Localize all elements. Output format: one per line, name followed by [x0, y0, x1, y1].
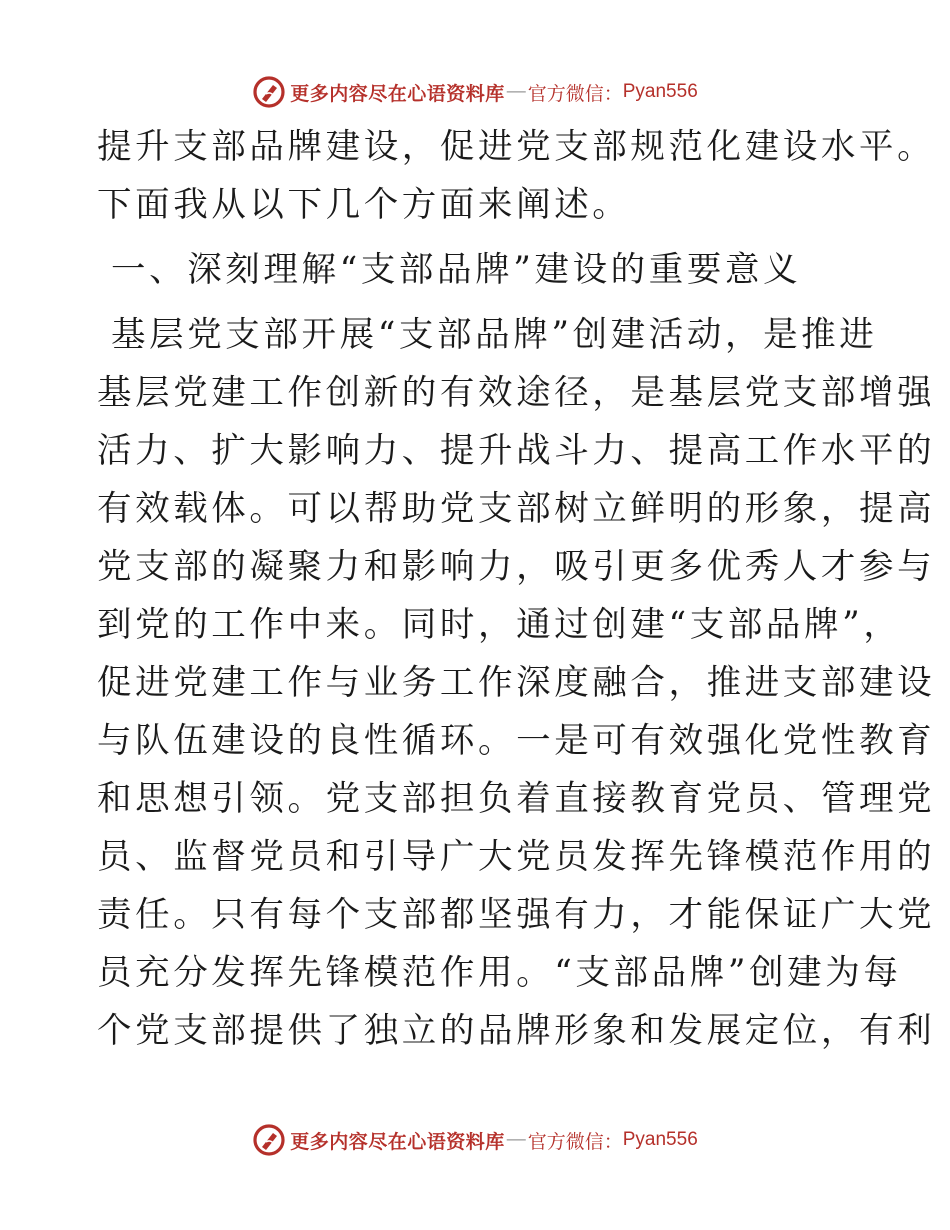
body-line: 基层党支部开展“支部品牌”创建活动，是推进	[111, 315, 878, 355]
body-line: 促进党建工作与业务工作深度融合，推进支部建设	[97, 663, 936, 703]
body-line: 员、监督党员和引导广大党员发挥先锋模范作用的	[97, 837, 936, 877]
body-line: 员充分发挥先锋模范作用。“支部品牌”创建为每	[97, 953, 902, 993]
banner-wechat-id: Pyan556	[622, 1129, 698, 1150]
banner-wechat-label: 官方微信：	[527, 1130, 623, 1153]
banner-separator: —	[506, 1129, 526, 1150]
banner-title: 更多内容尽在心语资料库	[290, 82, 505, 105]
banner-separator: —	[506, 81, 526, 102]
footer-banner	[0, 1120, 950, 1160]
body-line: 提升支部品牌建设，促进党支部规范化建设水平。	[97, 127, 936, 167]
body-line: 个党支部提供了独立的品牌形象和发展定位，有利	[97, 1011, 936, 1051]
document-body	[97, 118, 936, 1060]
body-line: 党支部的凝聚力和影响力，吸引更多优秀人才参与	[97, 547, 936, 587]
body-line: 与队伍建设的良性循环。一是可有效强化党性教育	[97, 721, 936, 761]
section-heading: 一、深刻理解“支部品牌”建设的重要意义	[111, 250, 802, 290]
header-banner	[0, 72, 950, 112]
body-line: 责任。只有每个支部都坚强有力，才能保证广大党	[97, 895, 936, 935]
banner-wechat-label: 官方微信：	[527, 82, 623, 105]
banner-title: 更多内容尽在心语资料库	[290, 1130, 505, 1153]
brand-logo-icon	[252, 75, 286, 109]
banner-wechat-id: Pyan556	[622, 81, 698, 102]
brand-logo-icon	[252, 1123, 286, 1157]
body-line: 下面我从以下几个方面来阐述。	[97, 185, 631, 225]
body-line: 活力、扩大影响力、提升战斗力、提高工作水平的	[97, 431, 936, 471]
body-line: 到党的工作中来。同时，通过创建“支部品牌”，	[97, 605, 902, 645]
body-line: 和思想引领。党支部担负着直接教育党员、管理党	[97, 779, 936, 819]
body-line: 有效载体。可以帮助党支部树立鲜明的形象，提高	[97, 489, 936, 529]
body-line: 基层党建工作创新的有效途径，是基层党支部增强	[97, 373, 936, 413]
